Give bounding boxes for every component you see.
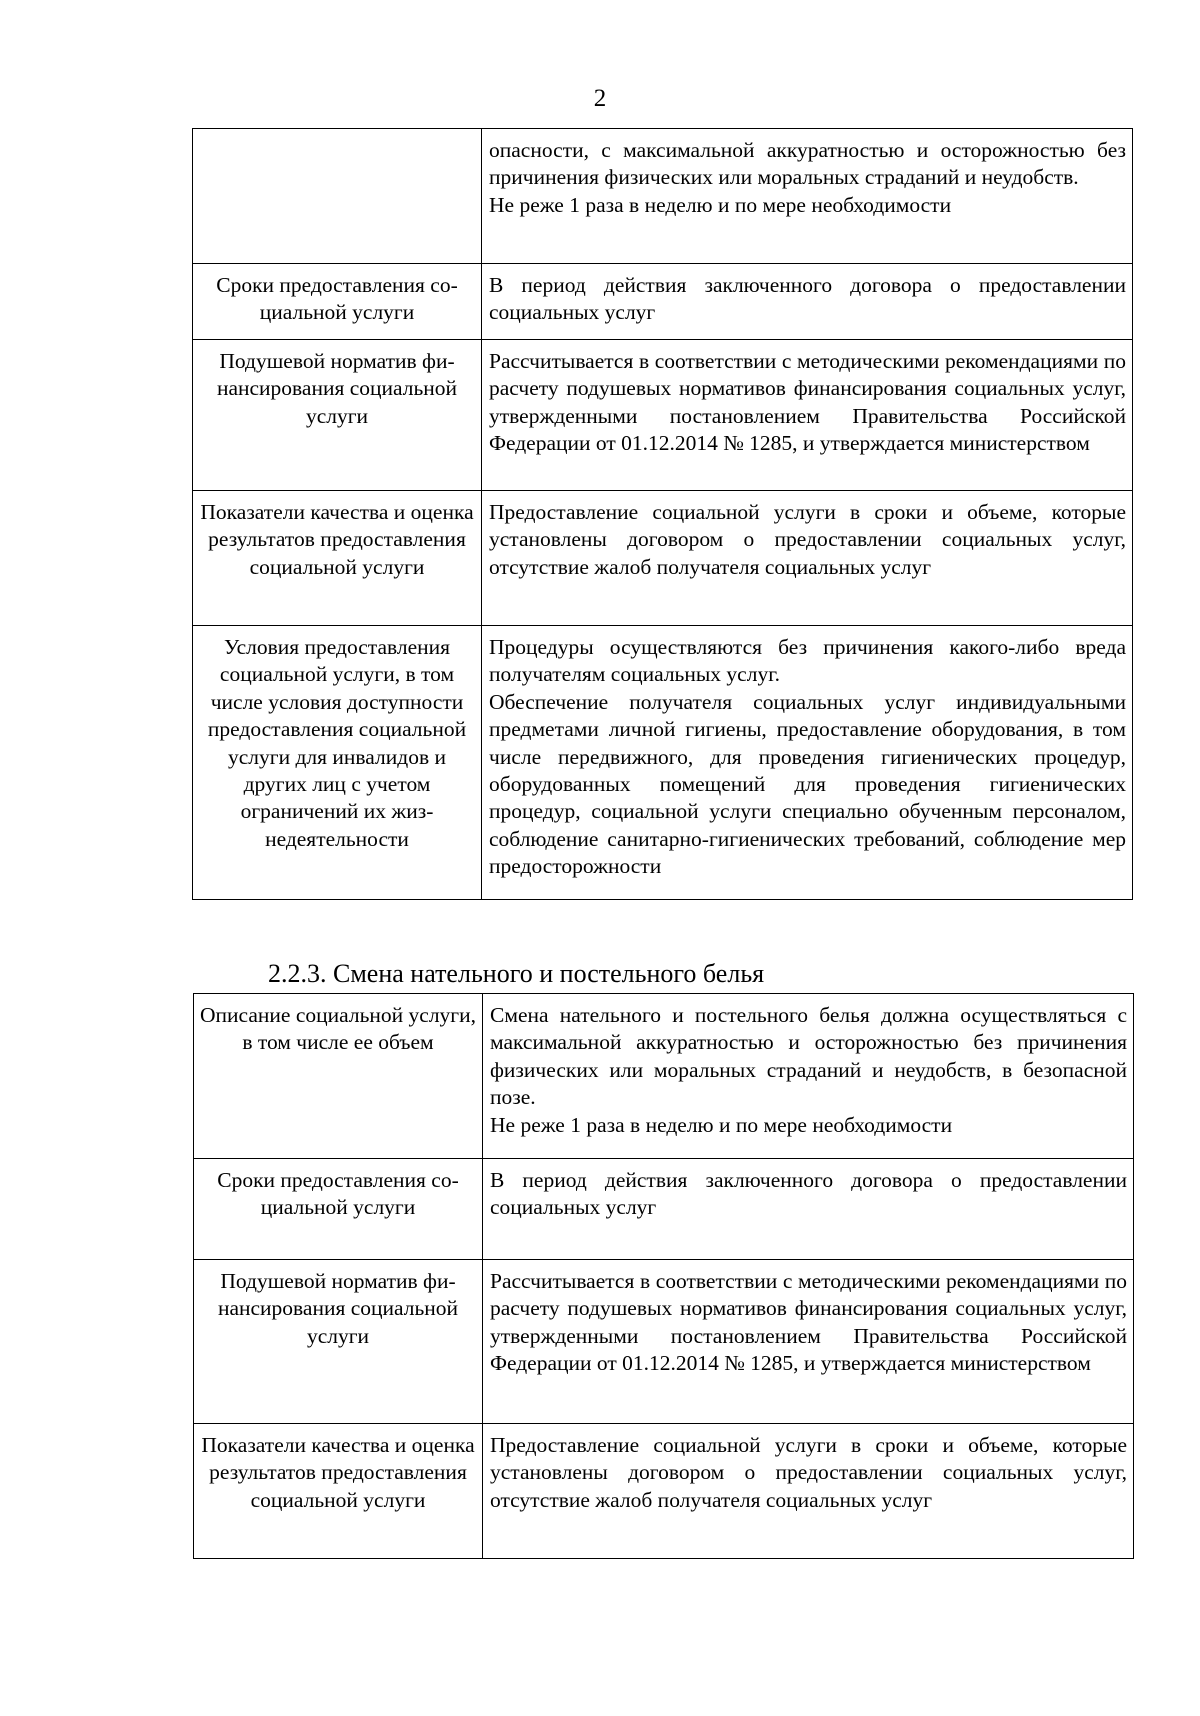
row-label: Показатели качества и оценка результатов предоставления социальной услуги [193,491,482,626]
table-row [193,626,1133,900]
row-value [482,491,1133,626]
row-value [483,994,1134,1159]
row-value [483,1159,1134,1260]
value-paragraph: Рассчитывается в соответствии с методическими рекомендациями по расчету подушевых нормативов финансирования социальных услуг, утвержденными постановлением Правительства Российской Федерации от 01.12.2014 № 1285, и утверждается министерством [489,349,1126,456]
value-paragraph: Не реже 1 раза в неделю и по мере необходимости [490,1112,953,1137]
row-label: Подушевой норматив финансирования социальной услуги [193,340,482,491]
value-paragraph: Рассчитывается в соответствии с методическими рекомендациями по расчету подушевых нормативов финансирования социальных услуг, утвержденными постановлением Правительства Российской Федерации от 01.12.2014 № 1285, и утверждается министерством [490,1269,1127,1376]
service-table-continued [192,128,1133,900]
value-paragraph: опасности, с максимальной аккуратностью и осторожностью без причинения физических или моральных страданий и неудобств. [489,138,1126,190]
row-value [482,129,1133,264]
table-row [194,994,1134,1159]
row-value [483,1260,1134,1424]
table-row [194,1424,1134,1559]
row-value [482,340,1133,491]
value-paragraph: Смена нательного и постельного белья должна осуществляться с максимальной аккуратностью и осторожностью без причинения физических или моральных страданий и неудобств, в безопасной позе. [490,1003,1127,1110]
row-label: Подушевой норматив финансирования социальной услуги [194,1260,483,1424]
row-label: Сроки предоставления социальной услуги [193,264,482,340]
table-row [193,491,1133,626]
service-table-linen-change [193,993,1134,1559]
table-row [193,129,1133,264]
table-row [193,340,1133,491]
section-heading: 2.2.3. Смена нательного и постельного белья [268,959,765,988]
row-label: Условия предоставления социальной услуги, в том числе условия доступности предоставления социальной услуги для инвалидов и других лиц с учетом ограничений их жизнедеятельности [193,626,482,900]
value-paragraph: Процедуры осуществляются без причинения какого-либо вреда получателям социальных услуг. [489,635,1126,687]
page-number: 2 [593,85,607,112]
table-row [193,264,1133,340]
row-value [482,264,1133,340]
row-label: Сроки предоставления социальной услуги [194,1159,483,1260]
value-paragraph: Обеспечение получателя социальных услуг индивидуальными предметами личной гигиены, предоставление оборудования, в том числе передвижного, для проведения гигиенических процедур, оборудованных помещений для проведения гигиенических процедур, социальной услуги специально обученным персоналом, соблюдение санитарно-гигиенических требований, соблюдение мер предосторожности [489,689,1126,879]
row-label: Описание социальной услуги, в том числе ее объем [194,994,483,1159]
value-paragraph: Не реже 1 раза в неделю и по мере необходимости [489,192,952,217]
row-value [482,626,1133,900]
value-paragraph: В период действия заключенного договора о предоставлении социальных услуг [490,1168,1127,1220]
row-value [483,1424,1134,1559]
table-row [194,1260,1134,1424]
row-label: Показатели качества и оценка результатов предоставления социальной услуги [194,1424,483,1559]
table-row [194,1159,1134,1260]
value-paragraph: Предоставление социальной услуги в сроки и объеме, которые установлены договором о предоставлении социальных услуг, отсутствие жалоб получателя социальных услуг [490,1433,1127,1512]
row-label [193,129,482,264]
value-paragraph: В период действия заключенного договора о предоставлении социальных услуг [489,273,1126,325]
value-paragraph: Предоставление социальной услуги в сроки и объеме, которые установлены договором о предоставлении социальных услуг, отсутствие жалоб получателя социальных услуг [489,500,1126,579]
